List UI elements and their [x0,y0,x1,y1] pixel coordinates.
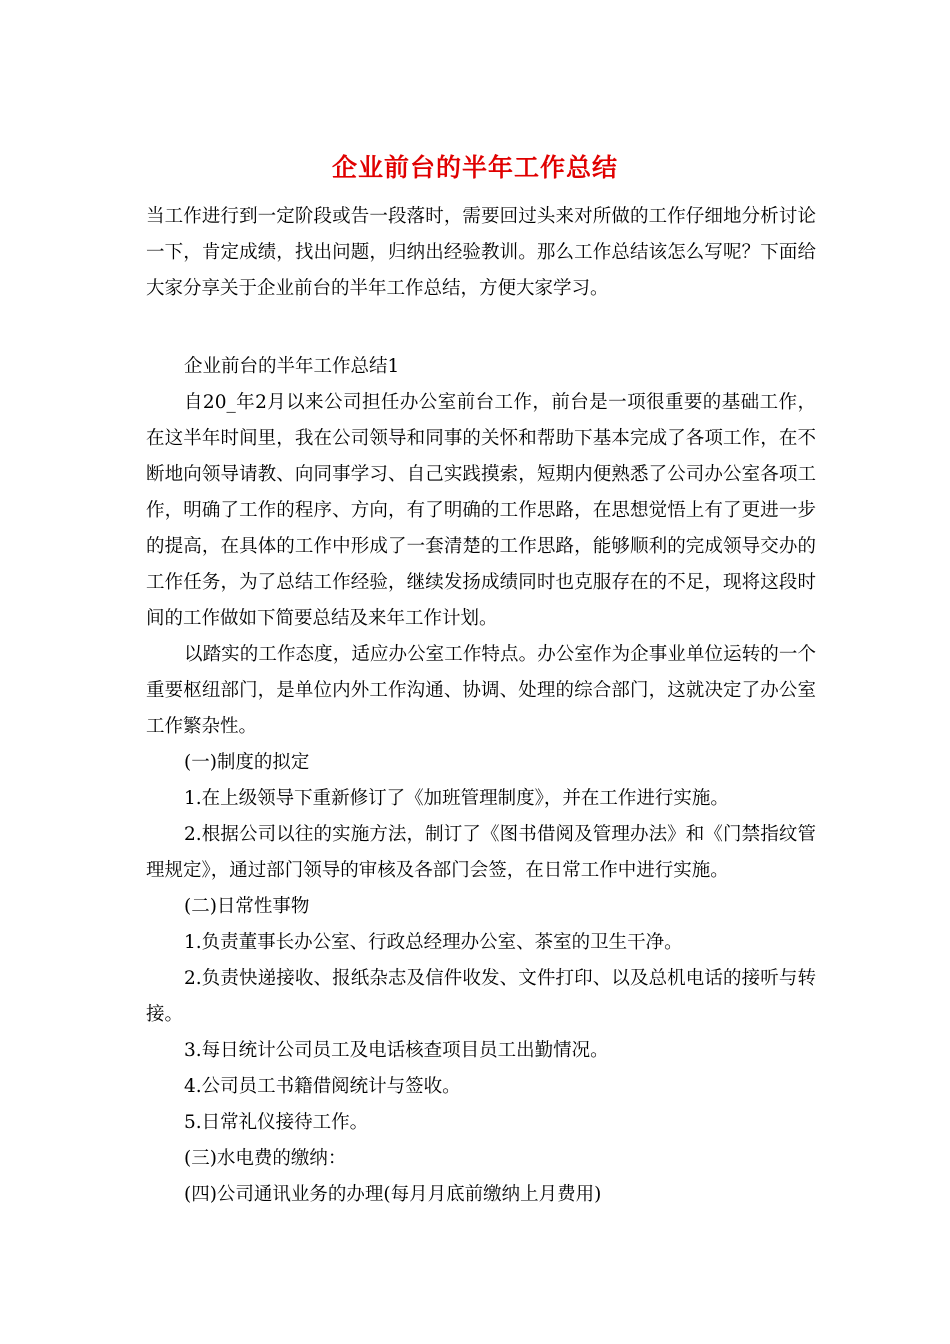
subsection-heading-1: (一)制度的拟定 [184,752,310,773]
list-item: 2.负责快递接收、报纸杂志及信件收发、文件打印、以及总机电话的接听与转接。 [146,968,816,1025]
section-heading: 企业前台的半年工作总结1 [184,356,400,377]
list-item: 3.每日统计公司员工及电话核查项目员工出勤情况。 [184,1040,609,1061]
body-paragraph-1: 自20_年2月以来公司担任办公室前台工作，前台是一项很重要的基础工作，在这半年时间里，我在公司领导和同事的关怀和帮助下基本完成了各项工作，在不断地向领导请教、向同事学习、自己实践摸索，短期内便熟悉了公司办公室各项工作，明确了工作的程序、方向，有了明确的工作思路，在思想觉悟上有了更进一步的提高，在具体的工作中形成了一套清楚的工作思路，能够顺利的完成领导交办的工作任务，为了总结工作经验，继续发扬成绩同时也克服存在的不足，现将这段时间的工作做如下简要总结及来年工作计划。 [146,392,816,629]
list-item: 4.公司员工书籍借阅统计与签收。 [184,1076,461,1097]
subsection-heading-3: (三)水电费的缴纳： [184,1148,347,1169]
document-body [146,199,816,1213]
list-item: 1.在上级领导下重新修订了《加班管理制度》，并在工作进行实施。 [184,788,729,809]
list-item: 1.负责董事长办公室、行政总经理办公室、茶室的卫生干净。 [184,932,683,953]
subsection-heading-4: (四)公司通讯业务的办理(每月月底前缴纳上月费用) [184,1184,602,1205]
subsection-heading-2: (二)日常性事物 [184,896,310,917]
list-item: 5.日常礼仪接待工作。 [184,1112,369,1133]
paragraph-gap [146,307,816,349]
list-item: 2.根据公司以往的实施方法，制订了《图书借阅及管理办法》和《门禁指纹管理规定》，通过部门领导的审核及各部门会签，在日常工作中进行实施。 [146,824,816,881]
document-title: 企业前台的半年工作总结 [331,153,618,182]
body-paragraph-2: 以踏实的工作态度，适应办公室工作特点。办公室作为企事业单位运转的一个重要枢纽部门，是单位内外工作沟通、协调、处理的综合部门，这就决定了办公室工作繁杂性。 [146,644,816,737]
intro-paragraph: 当工作进行到一定阶段或告一段落时，需要回过头来对所做的工作仔细地分析讨论一下，肯定成绩，找出问题，归纳出经验教训。那么工作总结该怎么写呢？下面给大家分享关于企业前台的半年工作总结，方便大家学习。 [146,206,816,299]
